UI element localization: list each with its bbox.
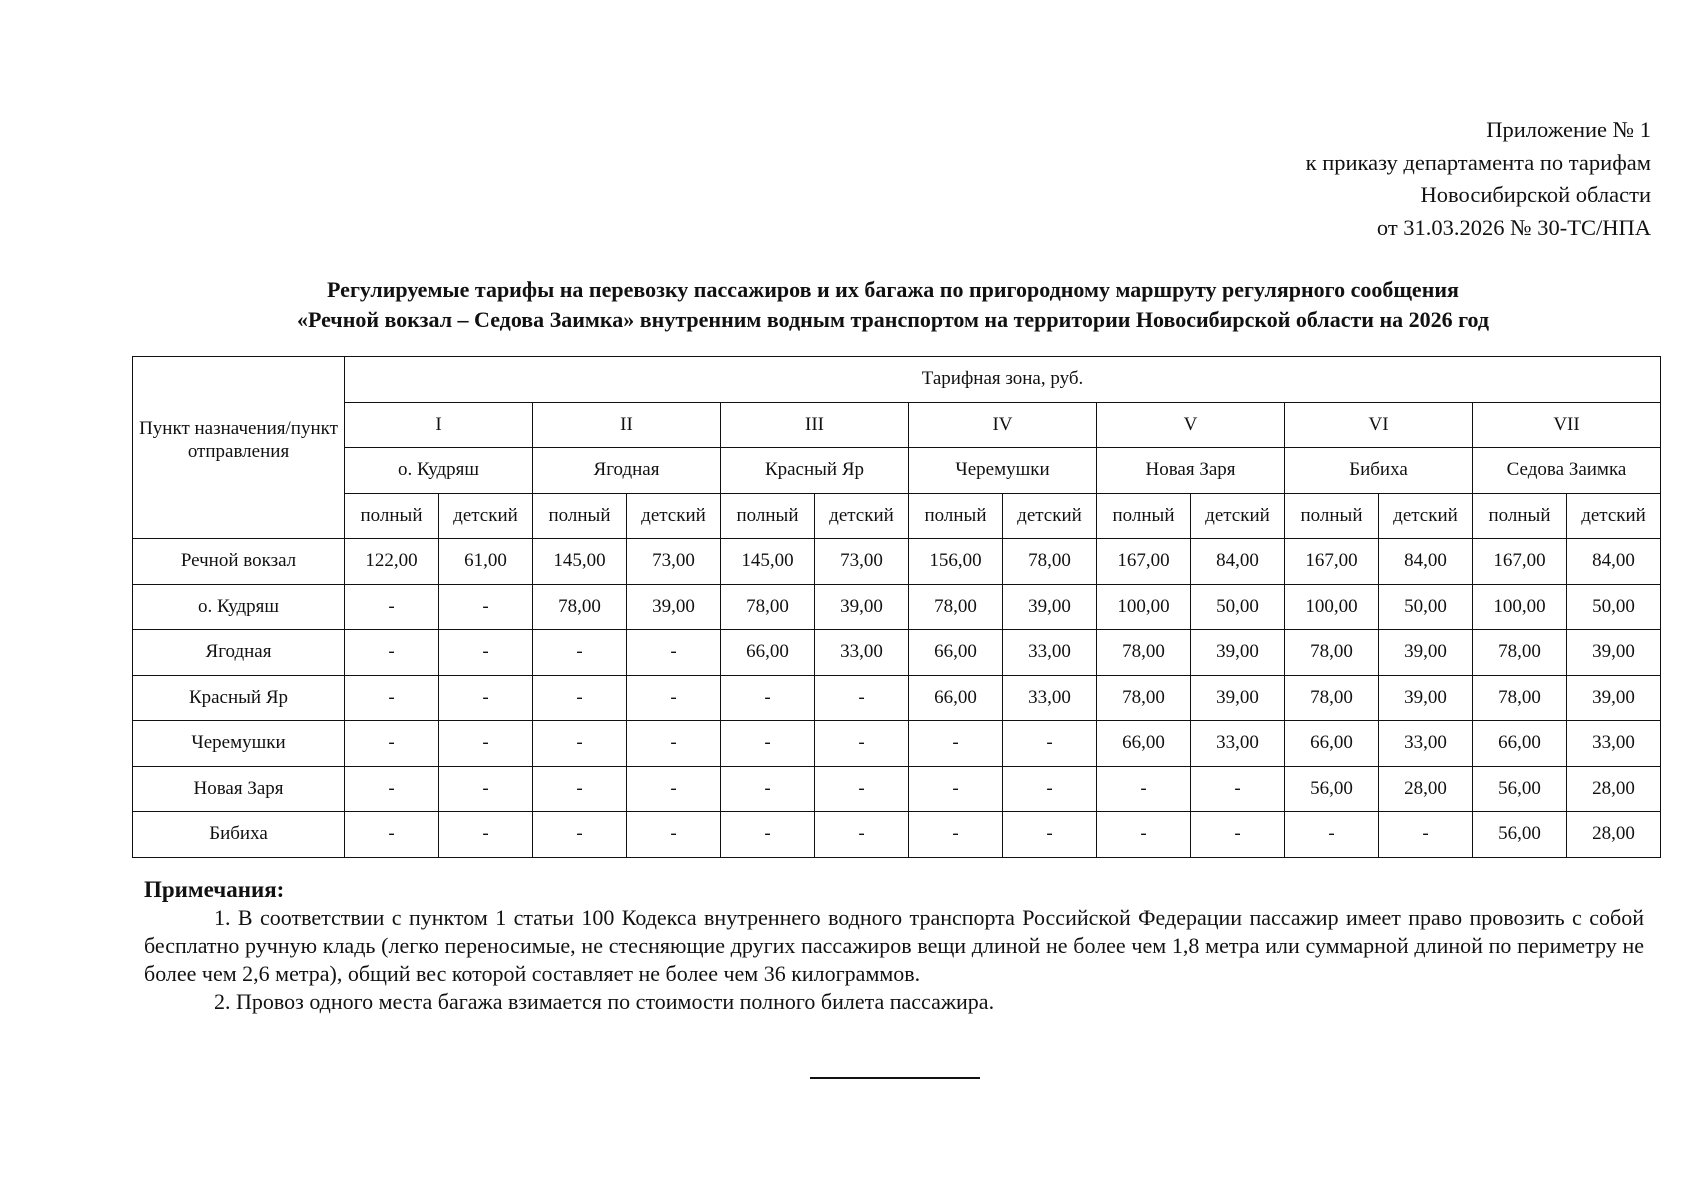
zone-number-cell: I [345, 402, 533, 448]
table-row [133, 630, 1661, 676]
fare-type-full: полный [1097, 493, 1191, 539]
fare-cell: - [1379, 812, 1473, 858]
fare-cell: - [1285, 812, 1379, 858]
separator-line [810, 1077, 980, 1079]
fare-cell: - [721, 721, 815, 767]
fare-cell: - [533, 675, 627, 721]
fare-cell: - [439, 584, 533, 630]
zone-number-cell: VII [1473, 402, 1661, 448]
fare-cell: 78,00 [909, 584, 1003, 630]
fare-type-child: детский [1003, 493, 1097, 539]
stop-name-cell: Ягодная [533, 448, 721, 494]
fare-cell: - [627, 675, 721, 721]
fare-cell: 39,00 [1379, 630, 1473, 676]
table-row [133, 675, 1661, 721]
notes-title: Примечания: [144, 877, 285, 902]
fare-cell: 28,00 [1567, 812, 1661, 858]
fare-type-full: полный [1285, 493, 1379, 539]
fare-cell: 39,00 [1567, 675, 1661, 721]
fare-type-full: полный [721, 493, 815, 539]
fare-cell: 78,00 [533, 584, 627, 630]
zone-number-cell: IV [909, 402, 1097, 448]
fare-type-full: полный [909, 493, 1003, 539]
fare-cell: 50,00 [1567, 584, 1661, 630]
row-station-name: о. Кудряш [133, 584, 345, 630]
row-station-name: Бибиха [133, 812, 345, 858]
row-station-name: Ягодная [133, 630, 345, 676]
row-station-name: Речной вокзал [133, 539, 345, 585]
fare-cell: - [533, 630, 627, 676]
fare-cell: 78,00 [1473, 630, 1567, 676]
fare-cell: - [533, 766, 627, 812]
fare-cell: - [1097, 766, 1191, 812]
table-row [133, 539, 1661, 585]
fare-cell: 100,00 [1285, 584, 1379, 630]
fare-cell: 39,00 [1191, 630, 1285, 676]
fare-type-child: детский [1379, 493, 1473, 539]
fare-cell: 56,00 [1473, 812, 1567, 858]
fare-cell: 156,00 [909, 539, 1003, 585]
fare-cell: 167,00 [1285, 539, 1379, 585]
fare-cell: - [345, 630, 439, 676]
fare-cell: 33,00 [815, 630, 909, 676]
fare-cell: 73,00 [627, 539, 721, 585]
fare-cell: 56,00 [1473, 766, 1567, 812]
fare-cell: 78,00 [1097, 630, 1191, 676]
fare-cell: 167,00 [1097, 539, 1191, 585]
fare-cell: 39,00 [1379, 675, 1473, 721]
stop-name-cell: о. Кудряш [345, 448, 533, 494]
fare-cell: - [627, 630, 721, 676]
header-row-stops [133, 448, 1661, 494]
fare-type-full: полный [533, 493, 627, 539]
fare-cell: - [815, 721, 909, 767]
fare-cell: 33,00 [1191, 721, 1285, 767]
fare-cell: 56,00 [1285, 766, 1379, 812]
note-item-1: 1. В соответствии с пунктом 1 статьи 100 Кодекса внутреннего водного транспорта Российской Федерации пассажир имеет право провозить с собой бесплатно ручную кладь (легко переносимые, не стесняющие других пассажиров вещи длиной не более чем 1,8 метра или суммарной длиной по периметру не более чем 2,6 метра), общий вес которой составляет не более чем 36 килограммов. [144, 905, 1644, 986]
fare-cell: 100,00 [1097, 584, 1191, 630]
appendix-block [1306, 114, 1651, 244]
fare-cell: - [1003, 766, 1097, 812]
stop-name-cell: Седова Заимка [1473, 448, 1661, 494]
fare-cell: 78,00 [1473, 675, 1567, 721]
fare-cell: 78,00 [1097, 675, 1191, 721]
fare-cell: 145,00 [721, 539, 815, 585]
fare-cell: 84,00 [1379, 539, 1473, 585]
zone-header: Тарифная зона, руб. [345, 357, 1661, 403]
fare-cell: 100,00 [1473, 584, 1567, 630]
fare-cell: - [909, 721, 1003, 767]
fare-cell: - [909, 766, 1003, 812]
fare-cell: 122,00 [345, 539, 439, 585]
header-row-fare-types [133, 493, 1661, 539]
fare-cell: - [345, 675, 439, 721]
fare-cell: 78,00 [721, 584, 815, 630]
fare-cell: - [439, 721, 533, 767]
fare-cell: 84,00 [1567, 539, 1661, 585]
fare-type-child: детский [627, 493, 721, 539]
appendix-line-3: Новосибирской области [1420, 182, 1651, 208]
fare-cell: 78,00 [1285, 675, 1379, 721]
fare-cell: - [439, 766, 533, 812]
fare-cell: - [1097, 812, 1191, 858]
title-line-1: Регулируемые тарифы на перевозку пассажиров и их багажа по пригородному маршруту регулярного сообщения [327, 277, 1459, 302]
fare-cell: 66,00 [1285, 721, 1379, 767]
corner-header: Пункт назначения/пункт отправления [133, 357, 345, 539]
appendix-line-1: Приложение № 1 [1486, 117, 1651, 142]
header-row-zone [133, 357, 1661, 403]
fare-cell: - [627, 812, 721, 858]
appendix-line-2: к приказу департамента по тарифам [1305, 149, 1651, 175]
fare-cell: 28,00 [1567, 766, 1661, 812]
fare-cell: 33,00 [1003, 630, 1097, 676]
stop-name-cell: Бибиха [1285, 448, 1473, 494]
fare-cell: 39,00 [1191, 675, 1285, 721]
fare-cell: 28,00 [1379, 766, 1473, 812]
fare-cell: - [815, 675, 909, 721]
fare-cell: 39,00 [627, 584, 721, 630]
fare-type-child: детский [439, 493, 533, 539]
fare-cell: 33,00 [1379, 721, 1473, 767]
row-station-name: Красный Яр [133, 675, 345, 721]
stop-name-cell: Новая Заря [1097, 448, 1285, 494]
fare-cell: - [1003, 721, 1097, 767]
fare-cell: - [533, 721, 627, 767]
fare-cell: - [1003, 812, 1097, 858]
appendix-line-4: от 31.03.2026 № 30-ТС/НПА [1376, 214, 1651, 240]
fare-cell: - [627, 766, 721, 812]
fare-cell: - [439, 630, 533, 676]
zone-number-cell: III [721, 402, 909, 448]
fare-cell: 33,00 [1003, 675, 1097, 721]
fare-cell: 66,00 [909, 675, 1003, 721]
fare-cell: - [1191, 812, 1285, 858]
fare-cell: - [439, 812, 533, 858]
tariff-table [132, 356, 1661, 858]
fare-type-child: детский [815, 493, 909, 539]
fare-cell: 50,00 [1191, 584, 1285, 630]
row-station-name: Черемушки [133, 721, 345, 767]
zone-number-cell: V [1097, 402, 1285, 448]
zone-number-cell: II [533, 402, 721, 448]
fare-cell: - [439, 675, 533, 721]
stop-name-cell: Красный Яр [721, 448, 909, 494]
fare-cell: 50,00 [1379, 584, 1473, 630]
fare-cell: - [345, 721, 439, 767]
fare-cell: 145,00 [533, 539, 627, 585]
fare-cell: 33,00 [1567, 721, 1661, 767]
fare-cell: 66,00 [721, 630, 815, 676]
fare-cell: - [909, 812, 1003, 858]
fare-cell: - [345, 584, 439, 630]
fare-cell: 66,00 [909, 630, 1003, 676]
fare-type-full: полный [345, 493, 439, 539]
fare-cell: 66,00 [1097, 721, 1191, 767]
note-item-2: 2. Провоз одного места багажа взимается по стоимости полного билета пассажира. [214, 989, 995, 1014]
fare-cell: 84,00 [1191, 539, 1285, 585]
document-title [131, 275, 1655, 335]
fare-type-full: полный [1473, 493, 1567, 539]
fare-cell: 167,00 [1473, 539, 1567, 585]
fare-cell: - [721, 766, 815, 812]
fare-cell: 39,00 [1567, 630, 1661, 676]
fare-cell: - [815, 812, 909, 858]
table-row [133, 584, 1661, 630]
notes-section [144, 876, 1644, 1016]
fare-cell: 78,00 [1003, 539, 1097, 585]
fare-cell: 39,00 [1003, 584, 1097, 630]
fare-cell: 66,00 [1473, 721, 1567, 767]
fare-cell: - [345, 766, 439, 812]
table-row [133, 721, 1661, 767]
fare-cell: 39,00 [815, 584, 909, 630]
fare-type-child: детский [1191, 493, 1285, 539]
fare-cell: - [721, 675, 815, 721]
header-row-zone-numbers [133, 402, 1661, 448]
fare-type-child: детский [1567, 493, 1661, 539]
row-station-name: Новая Заря [133, 766, 345, 812]
fare-cell: - [627, 721, 721, 767]
fare-cell: - [721, 812, 815, 858]
fare-cell: - [815, 766, 909, 812]
stop-name-cell: Черемушки [909, 448, 1097, 494]
table-row [133, 812, 1661, 858]
fare-cell: 78,00 [1285, 630, 1379, 676]
fare-cell: 61,00 [439, 539, 533, 585]
zone-number-cell: VI [1285, 402, 1473, 448]
fare-cell: - [1191, 766, 1285, 812]
fare-cell: - [345, 812, 439, 858]
fare-cell: - [533, 812, 627, 858]
title-line-2: «Речной вокзал – Седова Заимка» внутренним водным транспортом на территории Новосибирской области на 2026 год [296, 307, 1490, 332]
fare-cell: 73,00 [815, 539, 909, 585]
table-row [133, 766, 1661, 812]
